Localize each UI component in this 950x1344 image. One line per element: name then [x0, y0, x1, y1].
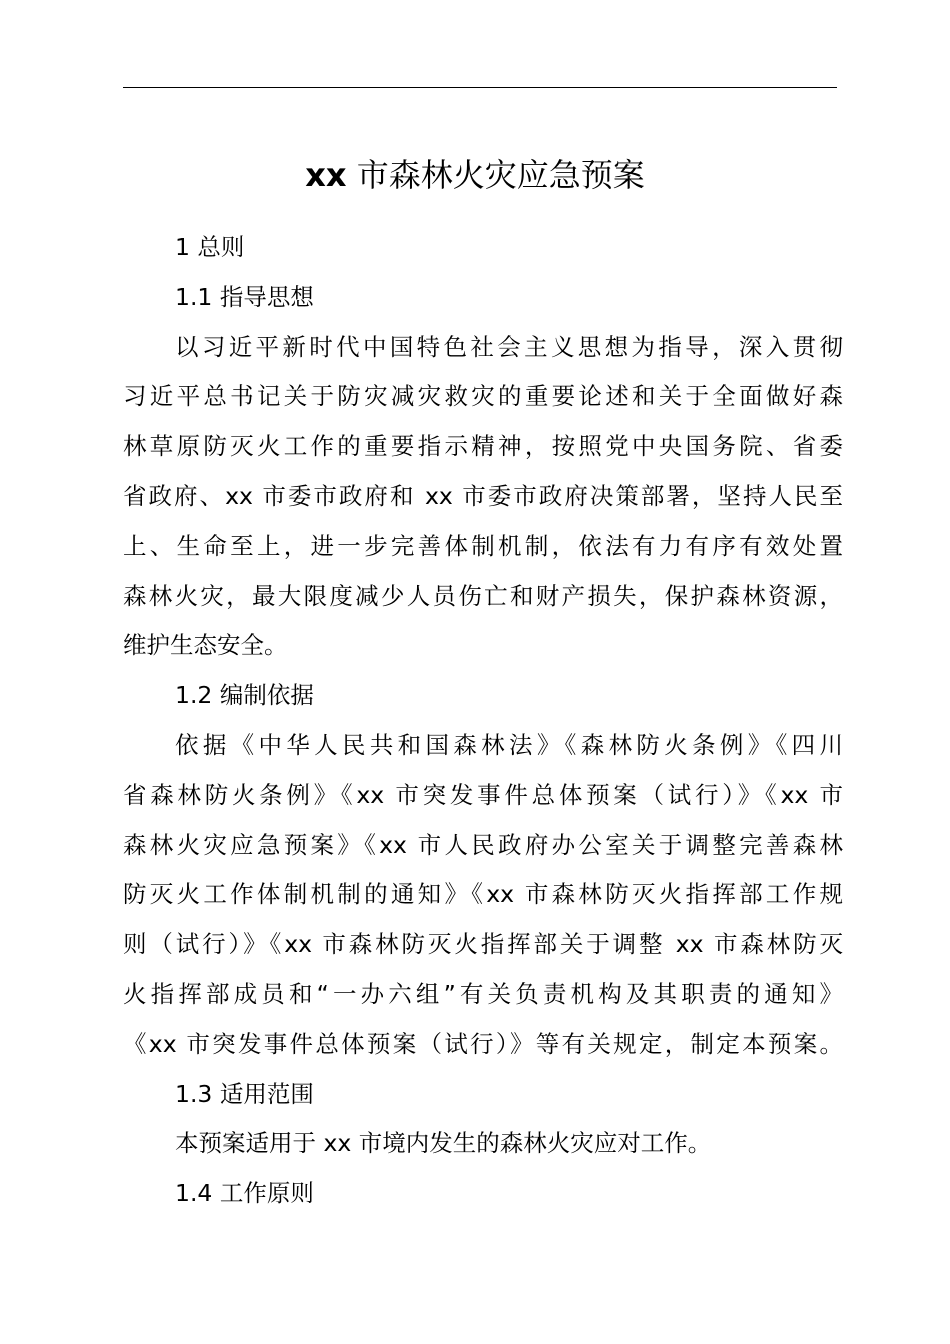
- body-line: 省政府、xx 市委市政府和 xx 市委市政府决策部署，坚持人民至: [123, 481, 843, 510]
- title-latin-part: xx: [305, 156, 347, 194]
- body-line: 1.4 工作原则: [175, 1179, 314, 1208]
- body-line: 1.3 适用范围: [175, 1079, 314, 1108]
- body-line: 则（试行）》《xx 市森林防灭火指挥部关于调整 xx 市森林防灭: [123, 930, 843, 959]
- body-line: 火指挥部成员和“一办六组”有关负责机构及其职责的通知》: [123, 979, 843, 1008]
- body-line: 维护生态安全。: [123, 631, 288, 660]
- body-line: 习近平总书记关于防灾减灾救灾的重要论述和关于全面做好森: [123, 382, 843, 411]
- body-line: 1 总则: [175, 233, 245, 261]
- body-line: 以习近平新时代中国特色社会主义思想为指导，深入贯彻: [175, 332, 843, 361]
- body-line: 林草原防灭火工作的重要指示精神，按照党中央国务院、省委: [123, 432, 843, 461]
- body-line: 省森林防火条例》《xx 市突发事件总体预案（试行）》《xx 市: [123, 780, 843, 809]
- body-line: 防灭火工作体制机制的通知》《xx 市森林防灭火指挥部工作规: [123, 880, 843, 909]
- body-line: 1.1 指导思想: [175, 282, 314, 311]
- document-title: [0, 150, 950, 200]
- body-line: 森林火灾，最大限度减少人员伤亡和财产损失，保护森林资源，: [123, 581, 843, 610]
- body-line: 《xx 市突发事件总体预案（试行）》等有关规定，制定本预案。: [123, 1029, 843, 1058]
- title-text-part: 市森林火灾应急预案: [346, 156, 645, 194]
- body-line: 上、生命至上，进一步完善体制机制，依法有力有序有效处置: [123, 531, 843, 560]
- body-line: 1.2 编制依据: [175, 681, 314, 710]
- body-line: 本预案适用于 xx 市境内发生的森林火灾应对工作。: [175, 1129, 712, 1158]
- body-line: 森林火灾应急预案》《xx 市人民政府办公室关于调整完善森林: [123, 830, 843, 859]
- document-body: [123, 223, 843, 1219]
- body-line: 依据《中华人民共和国森林法》《森林防火条例》《四川: [175, 730, 843, 759]
- header-rule: [123, 87, 837, 88]
